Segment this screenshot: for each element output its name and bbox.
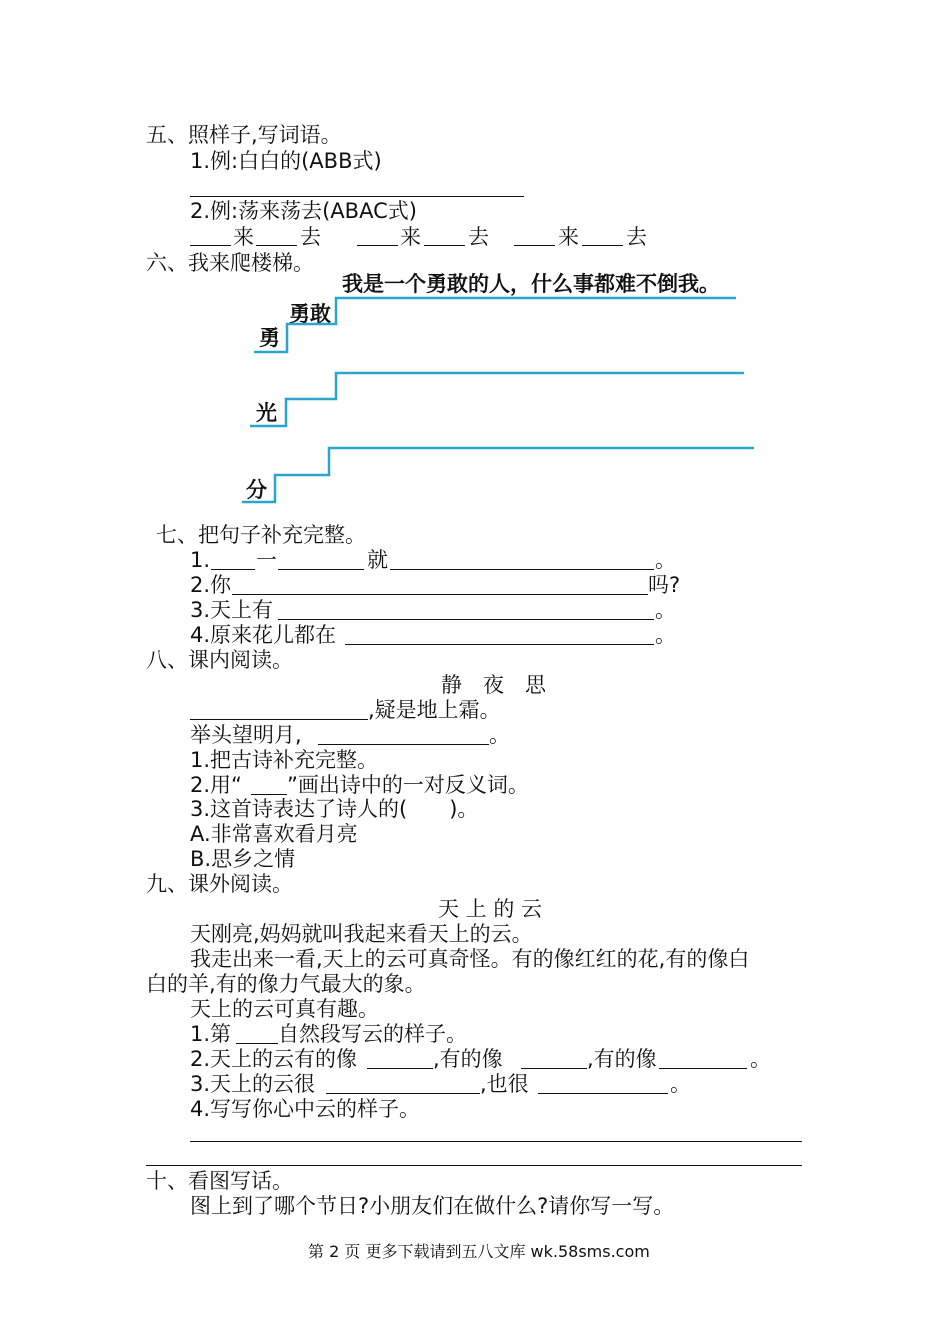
blank[interactable]	[278, 569, 364, 570]
underline-sample	[251, 794, 287, 795]
stair-3-char: 分	[246, 478, 267, 502]
blank[interactable]	[318, 744, 489, 745]
q8-heading: 八、课内阅读。	[146, 648, 293, 672]
q5-qu: 去	[300, 225, 321, 249]
q9-end: 。	[750, 1047, 771, 1071]
blank[interactable]	[236, 1043, 278, 1044]
blank[interactable]	[232, 594, 648, 595]
q7-l1-num: 1.	[190, 548, 211, 572]
q9-t2c: ,有的像	[587, 1047, 657, 1071]
blank[interactable]	[659, 1068, 747, 1069]
q9-p2a: 我走出来一看,天上的云可真奇怪。有的像红红的花,有的像白	[190, 947, 750, 971]
q8-end: 。	[489, 723, 510, 747]
q9-t3b: ,也很	[480, 1072, 529, 1096]
q7-l4: 4.原来花儿都在	[190, 623, 337, 647]
stair-1-char: 勇	[259, 326, 280, 350]
q9-t3a: 3.天上的云很	[190, 1072, 316, 1096]
q7-l2: 2.你	[190, 573, 232, 597]
q7-l3: 3.天上有	[190, 598, 274, 622]
q9-t1b: 自然段写云的样子。	[278, 1022, 467, 1046]
q9-p2b: 白的羊,有的像力气最大的象。	[146, 972, 426, 996]
q9-t4: 4.写写你心中云的样子。	[190, 1097, 421, 1121]
q7-l1-yi: 一	[256, 548, 277, 572]
q9-heading: 九、课外阅读。	[146, 872, 293, 896]
blank[interactable]	[521, 1068, 587, 1069]
stairs-diagram	[0, 0, 950, 520]
q9-end: 。	[670, 1072, 691, 1096]
writing-line[interactable]	[146, 1165, 802, 1166]
writing-line[interactable]	[190, 1141, 802, 1142]
q8-task3: 3.这首诗表达了诗人的( )。	[190, 797, 479, 821]
q9-t2b: ,有的像	[433, 1047, 503, 1071]
q5-lai: 来	[400, 225, 421, 249]
q10-heading: 十、看图写话。	[146, 1169, 293, 1193]
q8-poem-title: 静 夜 思	[441, 673, 546, 697]
q5-item1: 1.例:白白的(ABB式)	[190, 149, 382, 173]
blank[interactable]	[367, 1068, 433, 1069]
q6-step2-word: 勇敢	[289, 302, 331, 326]
q6-example-sentence: 我是一个勇敢的人，什么事都难不倒我。	[342, 272, 720, 296]
blank[interactable]	[538, 1093, 668, 1094]
q7-l2-end: 吗?	[648, 573, 681, 597]
q5-heading: 五、照样子,写词语。	[146, 123, 342, 147]
blank[interactable]	[390, 569, 654, 570]
q9-t1a: 1.第	[190, 1022, 232, 1046]
blank[interactable]	[345, 644, 654, 645]
q8-option-a: A.非常喜欢看月亮	[190, 822, 358, 846]
q8-line2-head: 举头望明月,	[190, 723, 302, 747]
q5-qu: 去	[626, 225, 647, 249]
stair-2-char: 光	[256, 401, 277, 425]
q7-end: 。	[655, 623, 676, 647]
q8-task2-a: 2.用“	[190, 773, 242, 797]
q7-heading: 七、把句子补充完整。	[156, 523, 366, 547]
q5-qu: 去	[468, 225, 489, 249]
q8-option-b: B.思乡之情	[190, 847, 296, 871]
q7-l1-jiu: 就	[367, 548, 388, 572]
stair-1	[254, 298, 736, 352]
blank[interactable]	[326, 1093, 480, 1094]
q8-line1-tail: ,疑是地上霜。	[368, 698, 501, 722]
q5-lai: 来	[558, 225, 579, 249]
page-footer: 第 2 页 更多下载请到五八文库 wk.58sms.com	[308, 1242, 650, 1261]
q5-lai: 来	[233, 225, 254, 249]
stair-2	[250, 373, 744, 426]
stair-3	[242, 448, 754, 502]
q9-p3: 天上的云可真有趣。	[190, 997, 379, 1021]
blank[interactable]	[190, 719, 368, 720]
q9-p1: 天刚亮,妈妈就叫我起来看天上的云。	[190, 922, 533, 946]
q9-title: 天 上 的 云	[438, 897, 543, 921]
q7-end: 。	[655, 548, 676, 572]
q6-heading: 六、我来爬楼梯。	[146, 251, 314, 275]
blank[interactable]	[211, 569, 255, 570]
q8-task2-b: ”画出诗中的一对反义词。	[287, 773, 529, 797]
q8-task1: 1.把古诗补充完整。	[190, 748, 379, 772]
q5-item2: 2.例:荡来荡去(ABAC式)	[190, 199, 417, 223]
q7-end: 。	[655, 598, 676, 622]
blank[interactable]	[278, 619, 654, 620]
q10-prompt: 图上到了哪个节日?小朋友们在做什么?请你写一写。	[190, 1194, 675, 1218]
q9-t2a: 2.天上的云有的像	[190, 1047, 358, 1071]
